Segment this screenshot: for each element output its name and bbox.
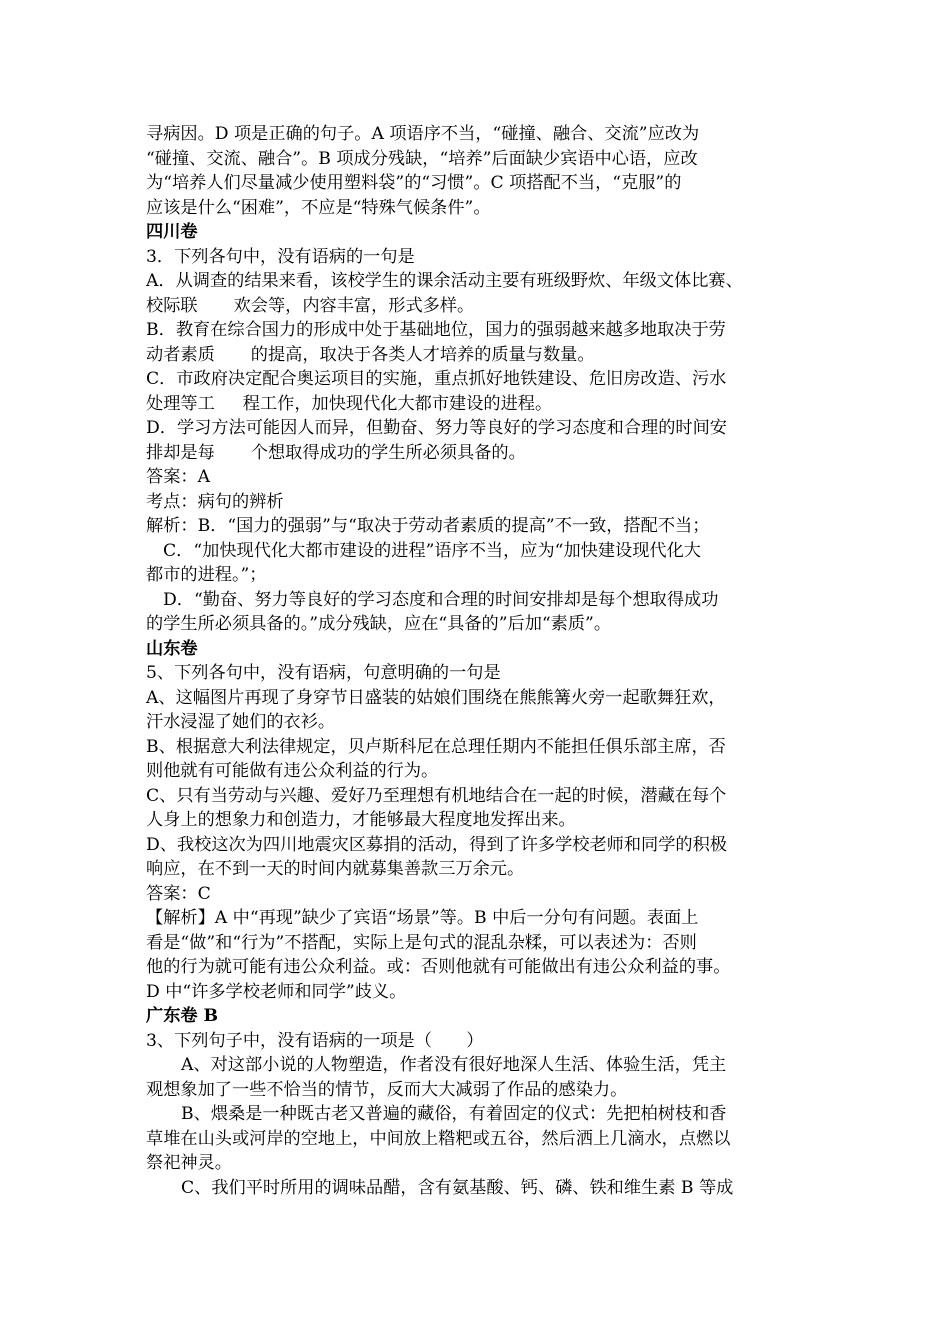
option-d-line: D．学习方法可能因人而异，但勤奋、努力等良好的学习态度和合理的时间安	[146, 418, 727, 438]
text-line: 寻病因。D 项是正确的句子。A 项语序不当，“碰撞、融合、交流”应改为	[146, 124, 700, 144]
option-b-line: 草堆在山头或河岸的空地上，中间放上糌粑或五谷，然后洒上几滴水，点燃以	[146, 1128, 731, 1149]
text-fragment: 排却是每	[146, 442, 215, 463]
option-a-line: A、对这部小说的人物塑造，作者没有很好地深人生活、体验生活，凭主	[181, 1055, 727, 1075]
text-fragment: 个想取得成功的学生所必须具备的。	[250, 442, 526, 463]
analysis-line: 看是“做”和“行为”不搭配，实际上是句式的混乱杂糅，可以表述为：否则	[146, 932, 697, 953]
analysis-line: C．“加快现代化大都市建设的进程”语序不当，应为“加快建设现代化大	[163, 540, 701, 561]
analysis-line: 的学生所必须具备的。”成分残缺，应在“具备的”后加“素质”。	[146, 614, 612, 634]
option-c-line: C、只有当劳动与兴趣、爱好乃至理想有机地结合在一起的时候，潜藏在每个	[146, 785, 727, 806]
text-fragment: 校际联	[146, 295, 198, 316]
text-line: 为“培养人们尽量减少使用塑料袋”的“习惯”。C 项搭配不当，“克服”的	[146, 173, 682, 193]
option-c-line: 人身上的想象力和创造力，才能够最大程度地发挥出来。	[146, 810, 576, 830]
question-stem: 3、下列句子中，没有语病的一项是（ ）	[146, 1030, 484, 1051]
text-line: 应该是什么“困难”，不应是“特殊气候条件”。	[146, 197, 491, 218]
question-stem: 3．下列各句中，没有语病的一句是	[146, 246, 415, 267]
option-b-line: B、煨桑是一种既古老又普遍的藏俗，有着固定的仪式：先把柏树枝和香	[181, 1104, 727, 1124]
answer-line: 答案：A	[146, 467, 210, 487]
section-heading-shandong: 山东卷	[146, 638, 198, 659]
analysis-line: 【解析】A 中“再现”缺少了宾语“场景”等。B 中后一分句有问题。表面上	[146, 908, 699, 928]
question-stem: 5、下列各句中，没有语病，句意明确的一句是	[146, 663, 501, 683]
analysis-line: D 中“许多学校老师和同学”歧义。	[146, 981, 407, 1002]
option-d-line: 响应，在不到一天的时间内就募集善款三万余元。	[146, 859, 525, 879]
text-fragment: 的提高，取决于各类人才培养的质量与数量。	[250, 344, 595, 365]
option-c-line: C．市政府决定配合奥运项目的实施，重点抓好地铁建设、危旧房改造、污水	[146, 369, 727, 389]
option-d-line	[146, 441, 826, 466]
option-a-line: 观想象加了一些不恰当的情节，反而大大减弱了作品的感染力。	[146, 1079, 628, 1100]
option-b-line: 祭祀神灵。	[146, 1153, 232, 1173]
option-c-line: C、我们平时所用的调味品醋，含有氨基酸、钙、磷、铁和维生素 B 等成	[181, 1177, 734, 1198]
option-b-line: B、根据意大利法律规定，贝卢斯科尼在总理任期内不能担任俱乐部主席，否	[146, 736, 726, 757]
option-a-line: A、这幅图片再现了身穿节日盛装的姑娘们围绕在熊熊篝火旁一起歌舞狂欢，	[146, 687, 726, 708]
option-d-line: D、我校这次为四川地震灾区募捐的活动，得到了许多学校老师和同学的积极	[146, 834, 727, 855]
option-b-line: B．教育在综合国力的形成中处于基础地位，国力的强弱越来越多地取决于劳	[146, 320, 726, 340]
document-page	[146, 122, 826, 1200]
section-heading-sichuan: 四川卷	[146, 222, 198, 242]
answer-line: 答案：C	[146, 883, 211, 904]
option-a-line: 汗水浸湿了她们的衣衫。	[146, 712, 336, 732]
analysis-line: 他的行为就可能有违公众利益。或：否则他就有可能做出有违公众利益的事。	[146, 957, 731, 977]
text-fragment: 动者素质	[146, 344, 215, 365]
option-a-line	[146, 294, 826, 319]
analysis-line: 解析：B．“国力的强弱”与“取决于劳动者素质的提高”不一致，搭配不当；	[146, 516, 710, 536]
text-fragment: 处理等工	[146, 393, 215, 414]
option-b-line: 则他就有可能做有违公众利益的行为。	[146, 761, 439, 781]
section-heading-guangdong: 广东卷 B	[146, 1006, 219, 1026]
option-b-line	[146, 343, 826, 368]
text-fragment: 欢会等，内容丰富，形式多样。	[233, 295, 475, 316]
text-line: “碰撞、交流、融合”。B 项成分残缺，“培养”后面缺少宾语中心语，应改	[146, 148, 698, 169]
topic-line: 考点：病句的辨析	[146, 491, 284, 512]
option-a-line: A．从调查的结果来看，该校学生的课余活动主要有班级野炊、年级文体比赛、	[146, 271, 743, 291]
analysis-line: 都市的进程。”；	[146, 565, 267, 585]
analysis-line: D．“勤奋、努力等良好的学习态度和合理的时间安排却是每个想取得成功	[163, 589, 719, 610]
text-fragment: 程工作，加快现代化大都市建设的进程。	[242, 393, 553, 414]
option-c-line	[146, 392, 826, 417]
